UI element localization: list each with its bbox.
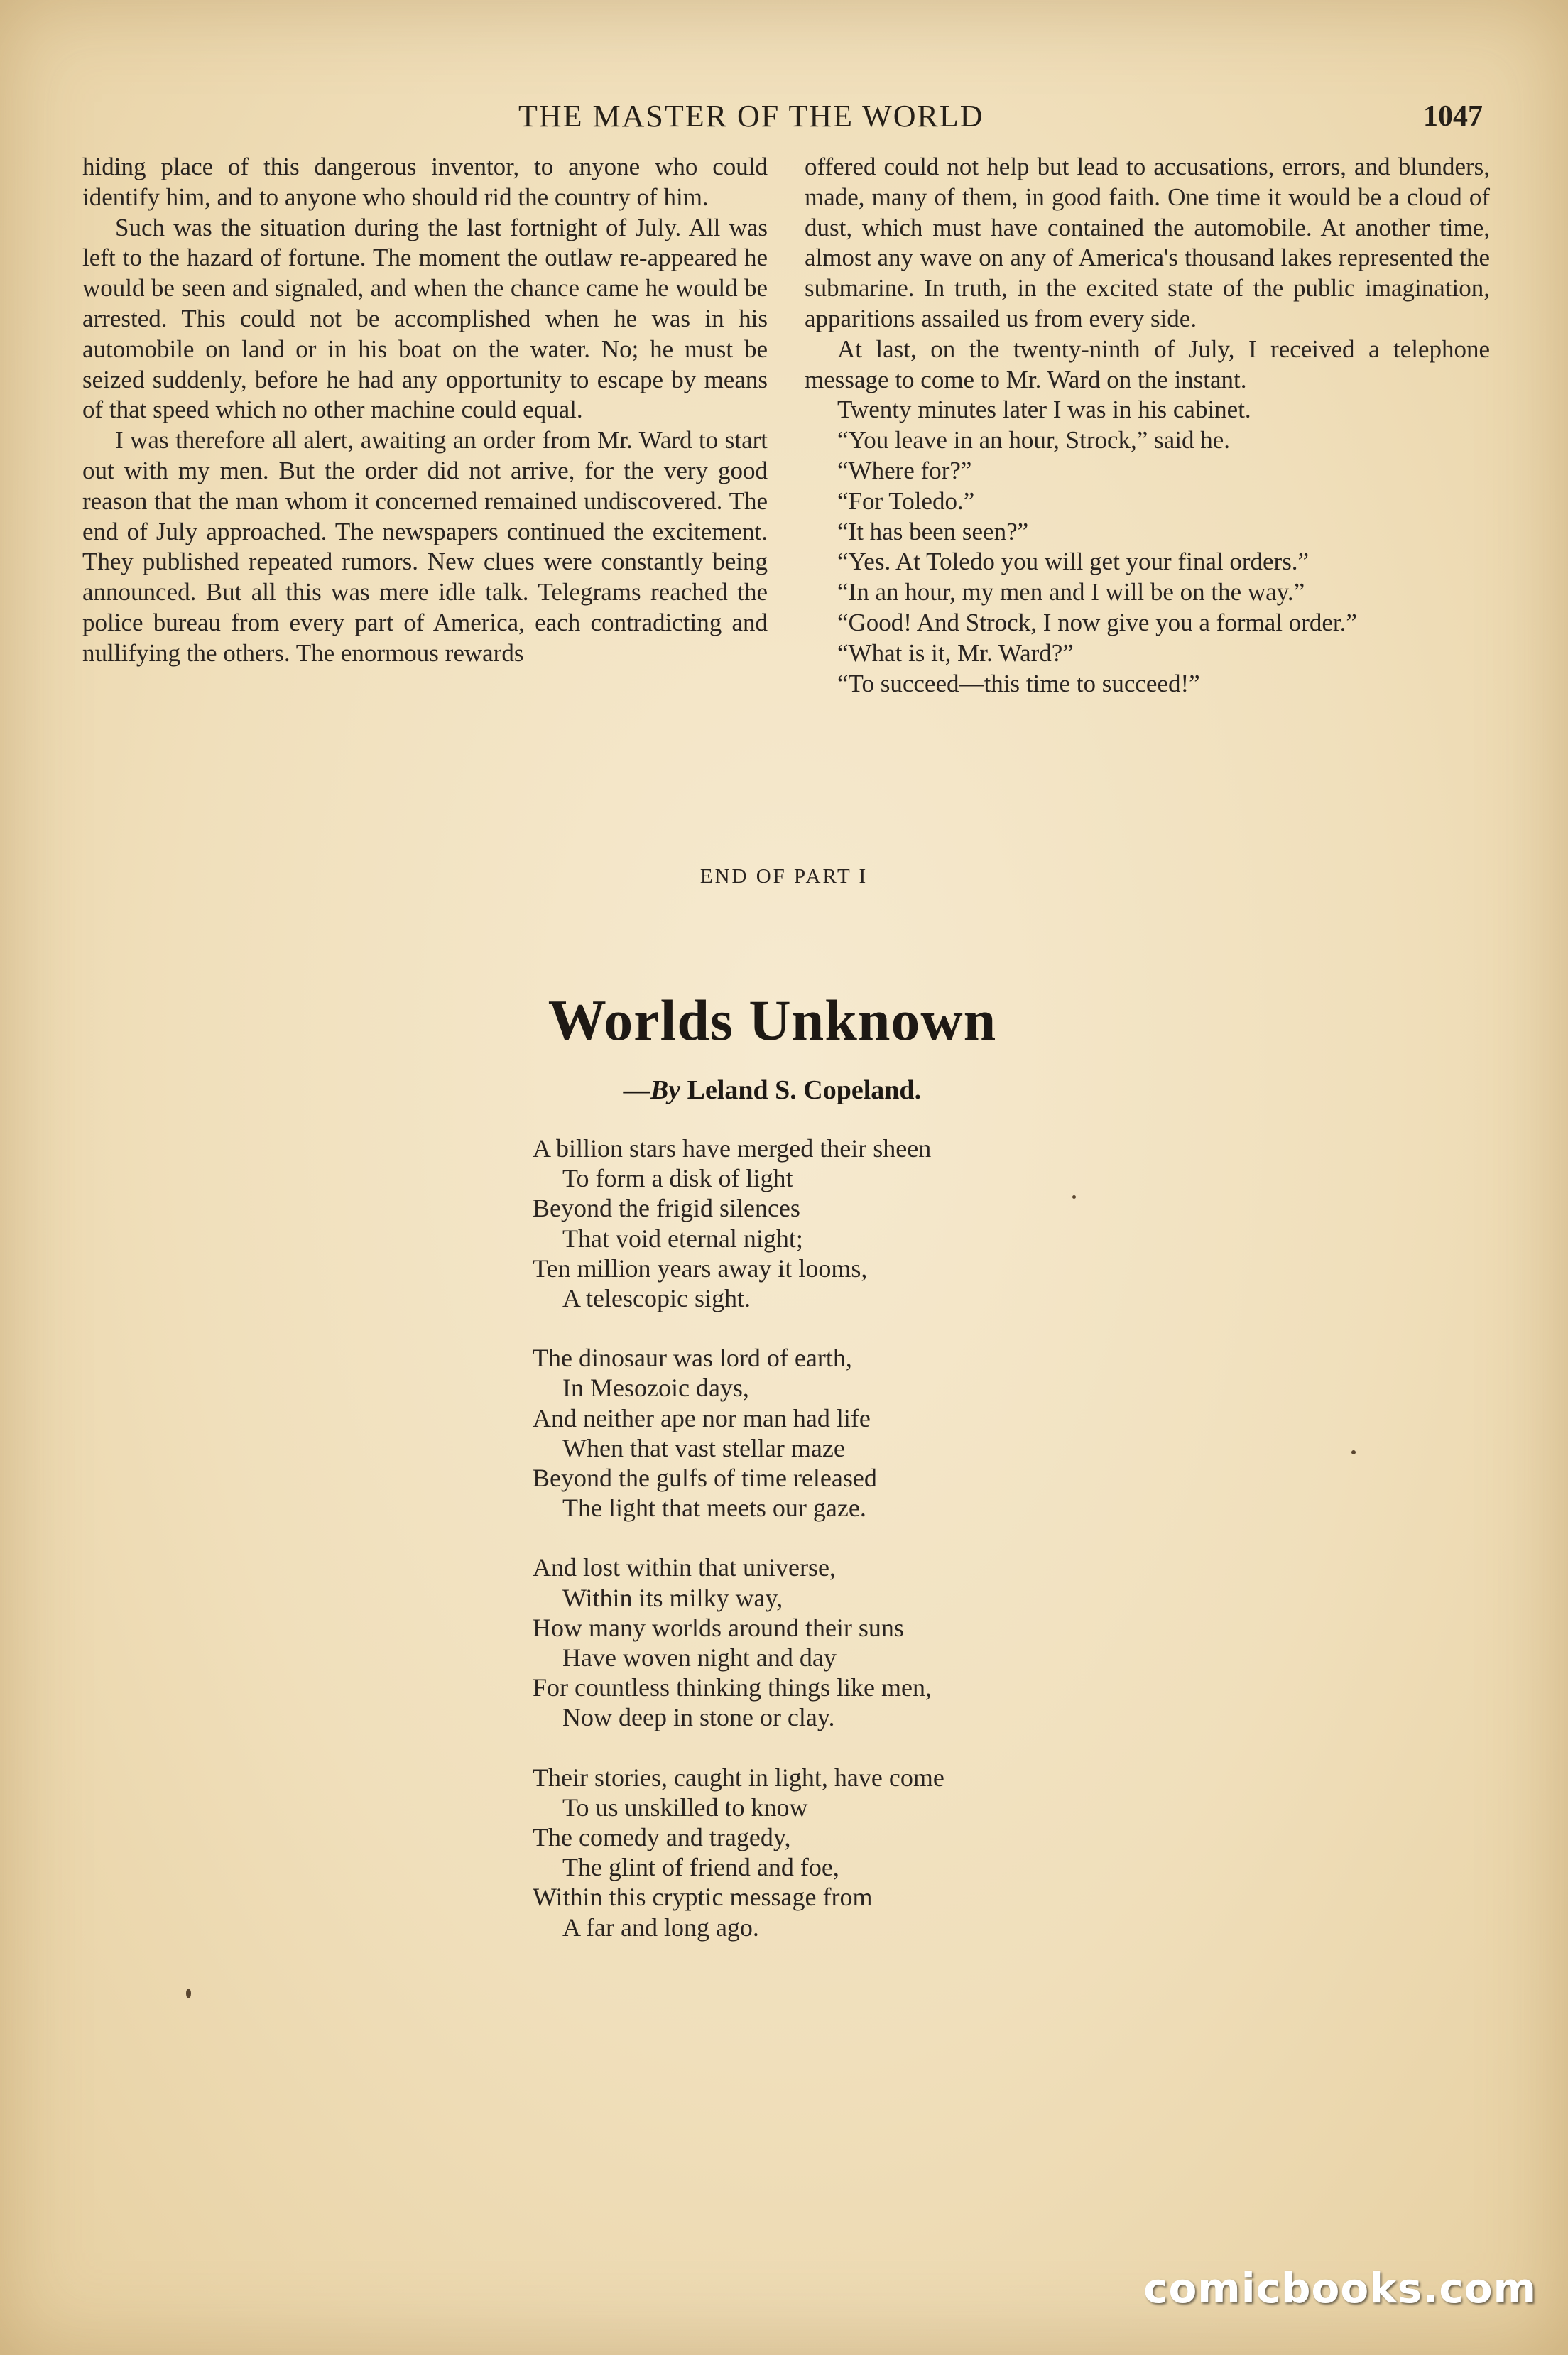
poem-line: And neither ape nor man had life <box>533 1403 871 1432</box>
paragraph: Twenty minutes later I was in his cabinet. <box>837 396 1251 424</box>
poem-line: Have woven night and day <box>562 1643 837 1673</box>
poem-line: Within its milky way, <box>562 1583 783 1612</box>
poem-line: The dinosaur was lord of earth, <box>533 1344 852 1373</box>
poem-line: Ten million years away it looms, <box>533 1253 868 1283</box>
paragraph: “You leave in an hour, Strock,” said he. <box>837 426 1230 455</box>
poem-line: A far and long ago. <box>562 1913 759 1942</box>
poem-line: That void eternal night; <box>562 1224 803 1253</box>
byline-prefix: —By <box>623 1075 681 1105</box>
paragraph: “Where for?” <box>837 456 972 484</box>
paragraph: “What is it, Mr. Ward?” <box>837 638 1074 667</box>
poem-line: To us unskilled to know <box>562 1793 808 1822</box>
poem-line: When that vast stellar maze <box>562 1433 845 1462</box>
paragraph: “It has been seen?” <box>837 517 1029 545</box>
poem-line: And lost within that universe, <box>533 1553 836 1582</box>
watermark-logo: comicbooks.com <box>1143 2264 1537 2312</box>
poem-line: In Mesozoic days, <box>562 1374 749 1403</box>
poem-stanza <box>533 1343 1101 1523</box>
poem-line: Within this cryptic message from <box>533 1883 873 1912</box>
poem-line: Beyond the gulfs of time released <box>533 1464 877 1493</box>
paper-speck <box>1072 1195 1076 1199</box>
poem-line: For countless thinking things like men, <box>533 1673 932 1702</box>
end-of-part-marker: END OF PART I <box>699 865 869 888</box>
poem-line: A billion stars have merged their sheen <box>533 1134 932 1163</box>
page-number: 1047 <box>1423 100 1483 133</box>
paragraph: hiding place of this dangerous inventor, to anyone who could identify him, and to anyone who should rid the country of him. <box>82 153 768 211</box>
paragraph: Such was the situation during the last fortnight of July. All was left to the hazard of fortune. The moment the outlaw re-appeared he would be seen and signaled, and when the chance came he would be arrested. This could not be accomplished when he was in his automobile on land or in his boat on the water. No; he must be seized suddenly, before he had any opportunity to escape by means of that speed which no other machine could equal. <box>82 213 768 424</box>
paragraph: “Good! And Strock, I now give you a formal order.” <box>837 608 1357 636</box>
poem-stanza <box>533 1552 1101 1732</box>
paragraph: offered could not help but lead to accusations, errors, and blunders, made, many of them, in good faith. One time it would be a cloud of dust, which must have contained the automobile. At another time, almost any wave on any of America's thousand lakes represented the submarine. In truth, in the excited state of the public imagination, apparitions assailed us from every side. <box>805 153 1490 332</box>
poem-body <box>533 1133 1101 1972</box>
paragraph: I was therefore all alert, awaiting an order from Mr. Ward to start out with my men. But the order did not arrive, for the very good reason that the man whom it concerned remained undiscovered. The end of July approached. The newspapers continued the excitement. They published repeated rumors. New clues were constantly being announced. But all this was mere idle talk. Telegrams reached the police bureau from every part of America, each contradicting and nullifying the others. The enormous rewards <box>82 426 768 667</box>
poem-stanza <box>533 1133 1101 1313</box>
poem-line: Their stories, caught in light, have come <box>533 1763 944 1792</box>
poem-byline <box>0 1075 1545 1106</box>
right-column <box>805 152 1490 699</box>
poem-line: Beyond the frigid silences <box>533 1194 800 1223</box>
running-title: THE MASTER OF THE WORLD <box>518 99 984 134</box>
poem-title: Worlds Unknown <box>548 988 997 1053</box>
poem-line: The comedy and tragedy, <box>533 1823 791 1852</box>
paragraph: “For Toledo.” <box>837 486 975 515</box>
poem-stanza <box>533 1763 1101 1942</box>
poem-line: To form a disk of light <box>562 1164 793 1193</box>
paper-speck <box>186 1989 191 1998</box>
running-header <box>0 98 1568 141</box>
byline-author: Leland S. Copeland. <box>687 1075 922 1105</box>
paragraph: “To succeed—this time to succeed!” <box>837 669 1200 697</box>
poem-line: A telescopic sight. <box>562 1284 751 1313</box>
paragraph: “In an hour, my men and I will be on the way.” <box>837 578 1305 607</box>
paragraph: At last, on the twenty-ninth of July, I received a telephone message to come to Mr. Ward on the instant. <box>805 335 1490 393</box>
poem-line: The glint of friend and foe, <box>562 1853 839 1882</box>
poem-line: The light that meets our gaze. <box>562 1494 866 1523</box>
poem-line: Now deep in stone or clay. <box>562 1703 835 1732</box>
left-column <box>82 152 768 669</box>
poem-line: How many worlds around their suns <box>533 1613 904 1642</box>
paragraph: “Yes. At Toledo you will get your final orders.” <box>837 548 1310 576</box>
paper-speck <box>1351 1450 1356 1454</box>
